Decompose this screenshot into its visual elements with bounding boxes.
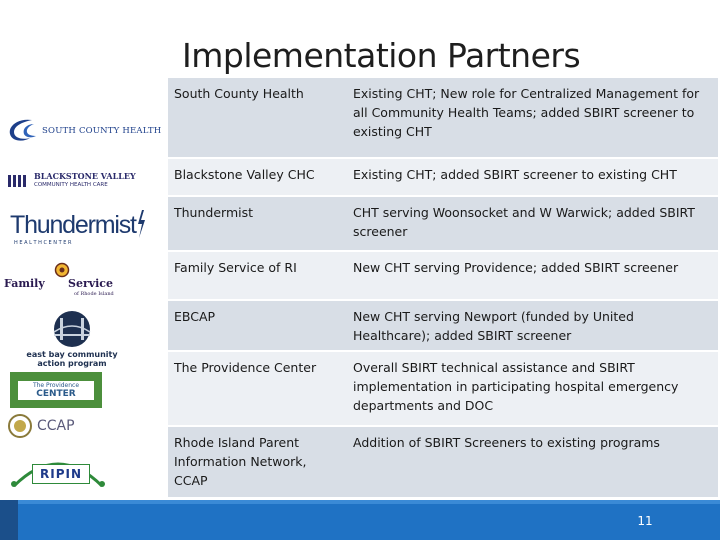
blackstone-logo-line1: BLACKSTONE VALLEY bbox=[34, 171, 136, 181]
desc-cell: Overall SBIRT technical assistance and SBIRT implementation in participating hospital emergency departments and DOC bbox=[347, 351, 718, 426]
family-service-emblem-icon bbox=[54, 262, 70, 278]
org-cell: Thundermist bbox=[168, 196, 347, 251]
ccap-logo bbox=[6, 414, 75, 438]
desc-cell: Existing CHT; New role for Centralized Management for all Community Health Teams; added SBIRT screener to existing CHT bbox=[347, 78, 718, 158]
table-row bbox=[168, 300, 718, 351]
table-row bbox=[168, 196, 718, 251]
family-logo-subtext: of Rhode Island bbox=[74, 291, 114, 297]
footer-corner-accent bbox=[0, 500, 18, 540]
providence-logo-line2: CENTER bbox=[36, 388, 76, 399]
page-number: 11 bbox=[637, 514, 653, 528]
partners-table bbox=[168, 78, 718, 499]
ripin-logo-text: RIPIN bbox=[39, 467, 82, 481]
org-cell: Family Service of RI bbox=[168, 251, 347, 300]
desc-cell: CHT serving Woonsocket and W Warwick; added SBIRT screener bbox=[347, 196, 718, 251]
org-cell: Rhode Island Parent Information Network, CCAP bbox=[168, 426, 347, 498]
service-logo-text: Service bbox=[68, 277, 114, 290]
desc-cell: Addition of SBIRT Screeners to existing programs bbox=[347, 426, 718, 498]
thundermist-logo-text: Thundermist bbox=[10, 210, 136, 239]
thundermist-logo-subtext: H E A L T H C E N T E R bbox=[14, 240, 72, 246]
ccap-logo-text: CCAP bbox=[37, 418, 75, 434]
org-cell: South County Health bbox=[168, 78, 347, 158]
page-title: Implementation Partners bbox=[182, 36, 581, 75]
footer-stripe bbox=[0, 500, 720, 504]
ebcap-logo bbox=[8, 310, 136, 368]
family-service-logo bbox=[4, 262, 114, 302]
providence-logo-line1: The Providence bbox=[32, 381, 80, 389]
desc-cell: New CHT serving Newport (funded by United Healthcare); added SBIRT screener bbox=[347, 300, 718, 351]
ebcap-bridge-icon bbox=[50, 310, 94, 348]
ripin-logo bbox=[8, 446, 108, 492]
table-row bbox=[168, 158, 718, 196]
blackstone-bars-icon bbox=[8, 173, 30, 189]
desc-cell: New CHT serving Providence; added SBIRT screener bbox=[347, 251, 718, 300]
blackstone-valley-logo bbox=[8, 172, 136, 190]
logo-sidebar bbox=[0, 0, 168, 500]
ccap-emblem-icon bbox=[6, 414, 34, 438]
table-row bbox=[168, 426, 718, 498]
blackstone-logo-line2: COMMUNITY HEALTH CARE bbox=[34, 182, 108, 188]
providence-center-logo bbox=[10, 372, 102, 408]
org-cell: Blackstone Valley CHC bbox=[168, 158, 347, 196]
south-county-logo-text: SOUTH COUNTY HEALTH bbox=[42, 126, 162, 136]
thundermist-bolt-icon bbox=[136, 210, 146, 240]
org-cell: EBCAP bbox=[168, 300, 347, 351]
family-logo-text: Family bbox=[4, 277, 45, 290]
table-row bbox=[168, 251, 718, 300]
ebcap-logo-line2: action program bbox=[37, 359, 107, 368]
table-row bbox=[168, 351, 718, 426]
desc-cell: Existing CHT; added SBIRT screener to existing CHT bbox=[347, 158, 718, 196]
south-county-health-logo bbox=[4, 116, 161, 146]
table-row bbox=[168, 78, 718, 158]
org-cell: The Providence Center bbox=[168, 351, 347, 426]
south-county-swoosh-icon bbox=[4, 116, 40, 146]
thundermist-logo bbox=[10, 210, 146, 246]
ebcap-logo-line1: east bay community bbox=[26, 350, 118, 359]
